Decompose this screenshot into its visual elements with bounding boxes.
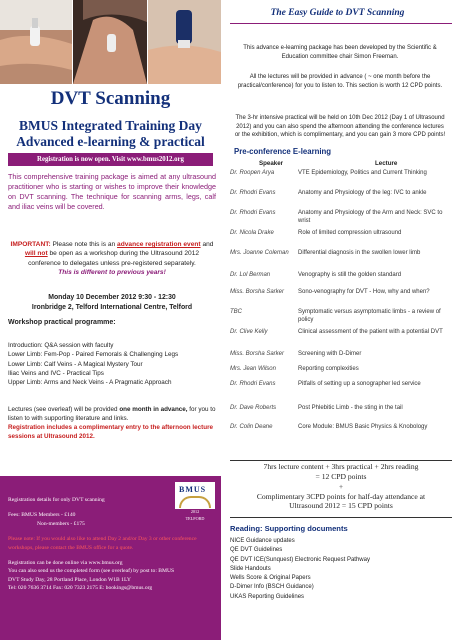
lecture-title: Differential diagnosis in the swollen lower limb bbox=[298, 250, 421, 256]
speaker-name: Dr. Roopen Arya bbox=[230, 170, 275, 176]
speaker-name: Miss. Borsha Sarker bbox=[230, 351, 285, 357]
speaker-name: Mrs. Joanne Coleman bbox=[230, 250, 289, 256]
photo-arm-scan bbox=[0, 0, 72, 84]
lecture-title: Venography is still the golden standard bbox=[298, 272, 402, 278]
event-date: Monday 10 December 2012 9:30 - 12:30 bbox=[48, 294, 176, 301]
bmus-logo-city: TELFORD bbox=[185, 515, 205, 521]
photo-leg-scan bbox=[73, 0, 147, 84]
bmus-logo-year: 2012 bbox=[190, 509, 200, 514]
details-red-note: Please note: If you would also like to attend Day 2 and/or Day 3 or other conference workshops, please contact the BMUS office for a quote. bbox=[8, 536, 197, 551]
speaker-name: Dr. Clive Kelly bbox=[230, 329, 268, 335]
important-text-1: Please note this is an bbox=[50, 241, 118, 248]
registration-banner: Registration is now open. Visit www.bmus2012.org bbox=[8, 153, 213, 166]
workshop-title: Workshop practical programme: bbox=[8, 319, 116, 326]
speaker-name: Dr. Rhodri Evans bbox=[230, 210, 276, 216]
details-post: You can also send us the completed form (see overleaf) by post to: BMUS bbox=[8, 568, 175, 575]
subtitle-elearning: Advanced e-learning & practical bbox=[16, 133, 205, 149]
registration-details-box bbox=[0, 476, 221, 640]
lecture-title: Symptomatic versus asymptomatic limbs - a review of policy bbox=[298, 309, 441, 323]
reading-item: D-Dimer Info (BSCH Guidance) bbox=[230, 584, 314, 591]
lecture-title: VTE Epidemiology, Politics and Current Thinking bbox=[298, 170, 427, 176]
workshop-item: Iliac Veins and IVC - Practical Tips bbox=[8, 369, 104, 377]
points-divider bbox=[230, 460, 452, 461]
workshop-item: Introduction: Q&A session with faculty bbox=[8, 342, 114, 349]
workshop-list bbox=[8, 341, 222, 388]
lectures-note bbox=[8, 406, 216, 442]
speaker-name: Dr. Nicola Drake bbox=[230, 230, 274, 236]
lectures-note-registration: Registration includes a complimentary entry to the afternoon lecture sessions at Ultrasound 2012. bbox=[8, 423, 214, 440]
lectures-note-bold: one month in advance, bbox=[119, 406, 188, 413]
lecture-column-header: Lecture bbox=[375, 160, 398, 167]
left-column bbox=[0, 0, 221, 640]
reading-item: QE DVT Guidelines bbox=[230, 547, 283, 554]
lecture-title: Reporting complexities bbox=[298, 366, 359, 372]
details-fees-nonmembers: Non-members - £175 bbox=[37, 520, 85, 527]
lecture-title: Pitfalls of setting up a sonographer led service bbox=[298, 381, 421, 387]
lecture-title: Core Module: BMUS Basic Physics & Knobology bbox=[298, 424, 428, 430]
details-fees-members: Fees: BMUS Members - £140 bbox=[8, 512, 76, 519]
important-label: IMPORTANT: bbox=[10, 241, 51, 248]
workshop-item: Upper Limb: Arms and Neck Veins - A Pragmatic Approach bbox=[8, 379, 172, 387]
points-line-2: = 12 CPD points bbox=[315, 471, 367, 481]
cpd-points-summary bbox=[230, 462, 452, 511]
preconference-title: Pre-conference E-learning bbox=[234, 147, 332, 156]
important-text-2: and bbox=[200, 241, 214, 248]
speaker-name: Dr. Colin Deane bbox=[230, 424, 273, 430]
intro-text: This comprehensive training package is aimed at any ultrasound practitioner who is starting or wishes to improve their knowledge on DVT scanning. The technique for scanning arms, legs, calf and iliac veins will be covered. bbox=[8, 172, 216, 211]
reading-title: Reading: Supporting documents bbox=[230, 524, 348, 533]
photo-probe-scan bbox=[148, 0, 221, 84]
title-block bbox=[8, 88, 213, 150]
reading-item: Slide Handouts bbox=[230, 565, 271, 572]
reading-divider bbox=[230, 517, 452, 518]
speaker-name: TBC bbox=[230, 309, 242, 315]
intro-paragraph-2: All the lectures will be provided in advance ( ~ one month before the practical/conference) for you to listen to. This section is worth 12 CPD points. bbox=[237, 74, 443, 89]
registration-details bbox=[8, 496, 218, 593]
lectures-note-text-2: for you to listen to with supporting literature and links. bbox=[8, 406, 216, 422]
important-text-3: be open as a workshop during the Ultrasound 2012 conference to delegates unless pre-registered separately. bbox=[28, 250, 200, 267]
lecture-title: Anatomy and Physiology of the Arm and Neck: SVC to wrist bbox=[298, 210, 443, 224]
lecture-title: Post Phlebitic Limb - the sting in the tail bbox=[298, 405, 403, 411]
details-online: Registration can be done online via www.bmus.org bbox=[8, 559, 123, 566]
intro-paragraph-1: This advance e-learning package has been developed by the Scientific & Education committee chair Simon Freeman. bbox=[243, 45, 437, 60]
subtitle-training-day: BMUS Integrated Training Day bbox=[19, 118, 202, 133]
speaker-name: Dr. Rhodri Evans bbox=[230, 190, 276, 196]
speaker-name: Mrs. Jean Wilson bbox=[230, 366, 276, 372]
lecture-title: Sono-venography for DVT - How, why and when? bbox=[298, 289, 430, 295]
guide-title: The Easy Guide to DVT Scanning bbox=[270, 8, 405, 18]
details-contact: Tel: 020 7636 3714 Fax: 020 7323 2175 E: bookings@bmus.org bbox=[8, 585, 153, 592]
speaker-name: Miss. Borsha Sarker bbox=[230, 289, 285, 295]
workshop-item: Lower Limb: Calf Veins - A Magical Mystery Tour bbox=[8, 360, 143, 368]
points-line-4: Ultrasound 2012 = 15 CPD points bbox=[289, 501, 393, 511]
guide-divider bbox=[230, 23, 452, 24]
reading-item: Wells Score & Original Papers bbox=[230, 575, 311, 582]
details-heading: Registration details for only DVT scanning bbox=[8, 497, 105, 503]
lectures-note-text-1: Lectures (see overleaf) will be provided bbox=[8, 406, 120, 413]
lecture-title: Role of limited compression ultrasound bbox=[298, 230, 402, 236]
reading-item: UKAS Reporting Guidelines bbox=[230, 593, 305, 600]
lecture-title: Screening with D-Dimer bbox=[298, 351, 362, 357]
intro-paragraph-3: The 3-hr intensive practical will be held on 10th Dec 2012 (Day 1 of Ultrasound 2012) and you can also spend the afternoon attending the conference lectures or the exhibition, which is complimentary, and you can gain 3 more CPD points! bbox=[234, 115, 446, 139]
speaker-name: Dr. Dave Roberts bbox=[230, 405, 277, 411]
right-column bbox=[230, 0, 452, 640]
speaker-name: Dr. Rhodri Evans bbox=[230, 381, 276, 387]
page-title: DVT Scanning bbox=[50, 88, 171, 109]
reading-list bbox=[230, 537, 370, 602]
speaker-name: Dr. Lol Berman bbox=[230, 272, 271, 278]
header-photos bbox=[0, 0, 221, 84]
important-emph-1: advance registration event bbox=[117, 241, 201, 248]
important-notice bbox=[8, 240, 216, 277]
lecture-title: Anatomy and Physiology of the leg: IVC to ankle bbox=[298, 190, 427, 196]
bmus-logo-text: BMUS bbox=[179, 485, 207, 494]
workshop-item: Lower Limb: Fem-Pop - Paired Femorals & Challenging Legs bbox=[8, 351, 179, 359]
important-emph-2: will not bbox=[24, 250, 48, 258]
points-line-3: Complimentary 3CPD points for half-day attendance at bbox=[256, 491, 426, 501]
details-address: DVT Study Day, 28 Portland Place, London W1B 1LY bbox=[8, 576, 131, 583]
lecture-title: Clinical assessment of the patient with a potential DVT bbox=[298, 329, 443, 335]
points-line-1: 7hrs lecture content + 3hrs practical + 2hrs reading bbox=[263, 462, 419, 471]
reading-item: NICE Guidance updates bbox=[230, 538, 295, 544]
event-venue: Ironbridge 2, Telford International Centre, Telford bbox=[31, 304, 193, 312]
important-closing: This is different to previous years! bbox=[58, 269, 166, 277]
reading-item: QE DVT ICE(Sunquest) Electronic Request Pathway bbox=[230, 556, 370, 563]
speaker-column-header: Speaker bbox=[259, 160, 284, 167]
event-info bbox=[8, 293, 216, 314]
points-plus: + bbox=[338, 481, 344, 491]
